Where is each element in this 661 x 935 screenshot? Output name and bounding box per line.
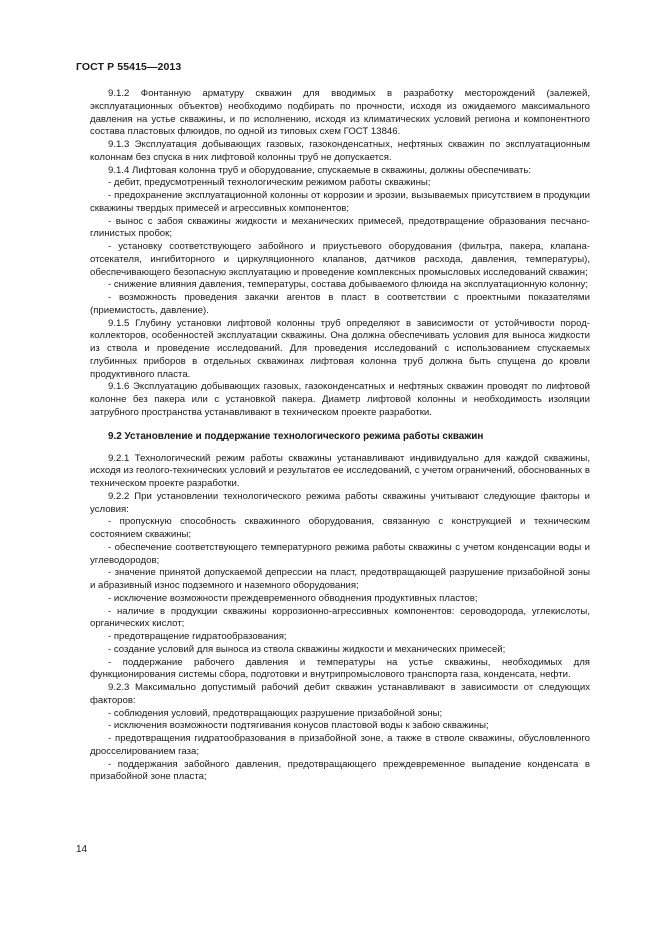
list-item: - исключение возможности преждевременного обводнения продуктивных пластов; [108,592,478,604]
list-item: - предотвращение гидратообразования; [108,631,287,642]
list-item: - снижение влияния давления, температуры, состава добываемого флюида на эксплуатационную колонну; [108,279,588,291]
list-item: - значение принятой допускаемой депрессии на пласт, предотвращающей разрушение призабойной зоны и абразивный износ подземного и наземного оборудования; [90,567,590,591]
paragraph: 9.2.2 При установлении технологического режима работы скважины учитывают следующие факторы и условия: [90,490,590,515]
section-9-2 [90,453,590,785]
paragraph: 9.1.2 Фонтанную арматуру скважин для вводимых в разработку месторождений (залежей, эксплуатационных объектов) необходимо подбирать по прочности, исходя из ожидаемого максимального давления на устье скважины, и по исполнению, исходя из климатических условий региона и компонентного состава пластовых флюидов, по одной из типовых схем ГОСТ 13846. [90,88,590,138]
list-item: - поддержание рабочего давления и температуры на устье скважины, необходимых для функционирования системы сбора, подготовки и внутрипромыслового транспорта газа, конденсата, нефти. [90,656,590,681]
paragraph: 9.2.3 Максимально допустимый рабочий дебит скважин устанавливают в зависимости от следующих факторов: [90,682,590,706]
paragraph: 9.2.1 Технологический режим работы скважины устанавливают индивидуально для каждой скважины, исходя из геолого-технических условий и результатов ее исследований, с учетом ограничений, обоснованных в техническом проекте разработки. [90,452,590,489]
list-item: - вынос с забоя скважины жидкости и механических примесей, предотвращение образования песчано-глинистых пробок; [90,215,590,240]
paragraph: 9.1.6 Эксплуатацию добывающих газовых, газоконденсатных и нефтяных скважин проводят по лифтовой колонне без пакера или с установкой пакера. Диаметр лифтовой колонны и необходимость изоляции затрубного пространства устанавливают в техническом проекте разработки. [90,381,590,418]
list-item: - исключения возможности подтягивания конусов пластовой воды к забою скважины; [108,720,489,732]
list-item: - обеспечение соответствующего температурного режима работы скважины с учетом конденсации воды и углеводородов; [90,541,590,566]
page-number: 14 [76,844,88,855]
paragraph: 9.1.5 Глубину установки лифтовой колонны труб определяют в зависимости от устойчивости пород-коллекторов, особенностей эксплуатации скважины. Она должна обеспечивать условия для выноса жидкости из ствола и проведение исследований. Для проведения исследований с использованием спускаемых глубинных приборов в отдельных скважинах лифтовая колонна труб должна быть спущена до кровли продуктивного пласта. [90,317,590,380]
section-9-1 [90,88,590,420]
document-body [90,88,590,784]
list-item: - поддержания забойного давления, предотвращающего преждевременное выпадение конденсата в призабойной зоне пласта; [90,758,590,783]
list-item: - дебит, предусмотренный технологическим режимом работы скважины; [108,177,431,189]
list-item: - предохранение эксплуатационной колонны от коррозии и эрозии, вызываемых присутствием в продукции скважины твердых примесей и агрессивных компонентов; [90,190,590,214]
document-header: ГОСТ Р 55415—2013 [76,61,182,73]
list-item: - пропускную способность скважинного оборудования, связанную с конструкцией и техническим состоянием скважины; [90,516,590,540]
list-item: - создание условий для выноса из ствола скважины жидкости и механических примесей; [108,643,506,655]
list-item: - установку соответствующего забойного и приустьевого оборудования (фильтра, пакера, клапана-отсекателя, ингибиторного и циркуляционного клапанов, датчиков расхода, давления, температуры), обеспечивающего безопасную эксплуатацию и проведение комплексных промысловых исследований скважин; [90,241,590,278]
list-item: - соблюдения условий, предотвращающих разрушение призабойной зоны; [108,707,443,719]
list-item: - наличие в продукции скважины коррозионно-агрессивных компонентов: сероводорода, углекислоты, органических кислот; [90,605,590,630]
paragraph: 9.1.3 Эксплуатация добывающих газовых, газоконденсатных, нефтяных скважин по эксплуатационным колоннам без спуска в них лифтовой колонны труб не допускается. [90,139,590,163]
list-item: - предотвращения гидратообразования в призабойной зоне, а также в стволе скважины, обусловленного дросселированием газа; [90,733,590,757]
section-heading: 9.2 Установление и поддержание технологического режима работы скважин [108,430,484,442]
list-item: - возможность проведения закачки агентов в пласт в соответствии с проектными показателями (приемистость, давление). [90,292,590,316]
paragraph: 9.1.4 Лифтовая колонна труб и оборудование, спускаемые в скважины, должны обеспечивать: [108,164,532,176]
